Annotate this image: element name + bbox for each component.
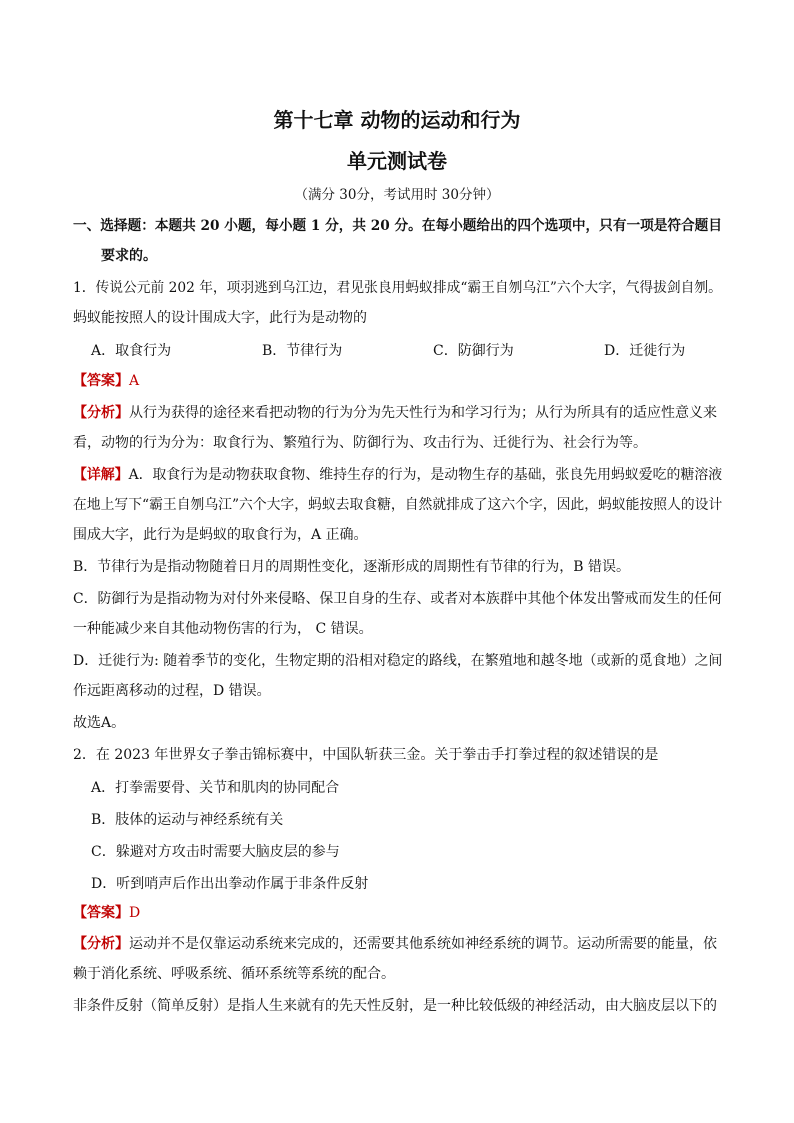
q1-stem-line2: 蚂蚁能按照人的设计围成大字，此行为是动物的 [73, 310, 367, 326]
q1-conclusion: 故选A。 [73, 715, 126, 731]
analysis-text: 运动并不是仅靠运动系统来完成的，还需要其他系统如神经系统的调节。运动所需要的能量，依 [129, 936, 717, 952]
answer-label: 【答案】 [73, 373, 129, 389]
detail-text: A．取食行为是动物获取食物、维持生存的行为，是动物生存的基础，张良先用蚂蚁爱吃的糖溶液 [128, 467, 723, 483]
q1-analysis-line2: 看，动物的行为分为：取食行为、繁殖行为、防御行为、攻击行为、迁徙行为、社会行为等。 [73, 435, 647, 451]
q1-detail-a-line2: 在地上写下“霸王自刎乌江”六个大字，蚂蚁去取食糖，自然就排成了这六个字，因此，蚂蚁能按照人的设计 [73, 497, 723, 513]
q1-option-b: B．节律行为 [262, 343, 343, 359]
q2-stem: 2．在 2023 年世界女子拳击锦标赛中，中国队斩获三金。关于拳击手打拳过程的叙述错误的是 [73, 747, 659, 763]
q1-detail-a-line1 [73, 465, 722, 485]
q1-option-c: C．防御行为 [433, 343, 514, 359]
q2-analysis-line2: 赖于消化系统、呼吸系统、循环系统等系统的配合。 [73, 966, 395, 982]
analysis-text: 从行为获得的途径来看把动物的行为分为先天性行为和学习行为；从行为所具有的适应性意义来 [129, 405, 717, 421]
q1-detail-c-line1: C．防御行为是指动物为对付外来侵略、保卫自身的生存、或者对本族群中其他个体发出警戒而发生的任何 [73, 591, 722, 607]
q2-option-a: A．打拳需要骨、关节和肌肉的协同配合 [91, 780, 340, 796]
section-heading-cont: 要求的。 [101, 248, 157, 264]
page-subtitle-title: 单元测试卷 [347, 149, 447, 173]
q2-answer [73, 903, 140, 923]
section-heading: 一、选择题：本题共 20 小题，每小题 1 分，共 20 分。在每小题给出的四个选项中，只有一项是符合题目 [73, 218, 722, 234]
q1-analysis-line1 [73, 403, 717, 423]
answer-value: D [129, 905, 141, 921]
answer-value: A [129, 373, 140, 389]
q1-answer [73, 371, 139, 391]
q1-detail-b: B．节律行为是指动物随着日月的周期性变化，逐渐形成的周期性有节律的行为，B 错误。 [73, 559, 631, 575]
q1-detail-d-line2: 作远距离移动的过程，D 错误。 [73, 683, 271, 699]
q1-detail-d-line1: D．迁徙行为: 随着季节的变化，生物定期的沿相对稳定的路线，在繁殖地和越冬地（或新的觅食地）之间 [73, 653, 723, 669]
q1-stem-line1: 1．传说公元前 202 年，项羽逃到乌江边，君见张良用蚂蚁排成“霸王自刎乌江”六个大字，气得拔剑自刎。 [73, 280, 722, 296]
q1-detail-c-line2: 一种能减少来自其他动物伤害的行为， C 错误。 [73, 621, 373, 637]
analysis-label: 【分析】 [73, 405, 129, 421]
q2-analysis-line1 [73, 934, 717, 954]
q2-analysis-line3: 非条件反射（简单反射）是指人生来就有的先天性反射，是一种比较低级的神经活动，由大脑皮层以下的 [73, 998, 717, 1014]
q2-option-c: C．躲避对方攻击时需要大脑皮层的参与 [91, 844, 340, 860]
score-time-note: （满分 30分，考试用时 30分钟） [294, 187, 500, 203]
page-title: 第十七章 动物的运动和行为 [273, 108, 521, 132]
q1-detail-a-line3: 围成大字，此行为是蚂蚁的取食行为，A 正确。 [73, 527, 368, 543]
q1-option-a: A．取食行为 [91, 343, 172, 359]
answer-label: 【答案】 [73, 905, 129, 921]
detail-label: 【详解】 [73, 467, 129, 483]
q1-option-d: D．迁徙行为 [604, 343, 686, 359]
analysis-label: 【分析】 [73, 936, 129, 952]
q2-option-b: B．肢体的运动与神经系统有关 [91, 812, 284, 828]
q2-option-d: D．听到哨声后作出出拳动作属于非条件反射 [91, 876, 369, 892]
